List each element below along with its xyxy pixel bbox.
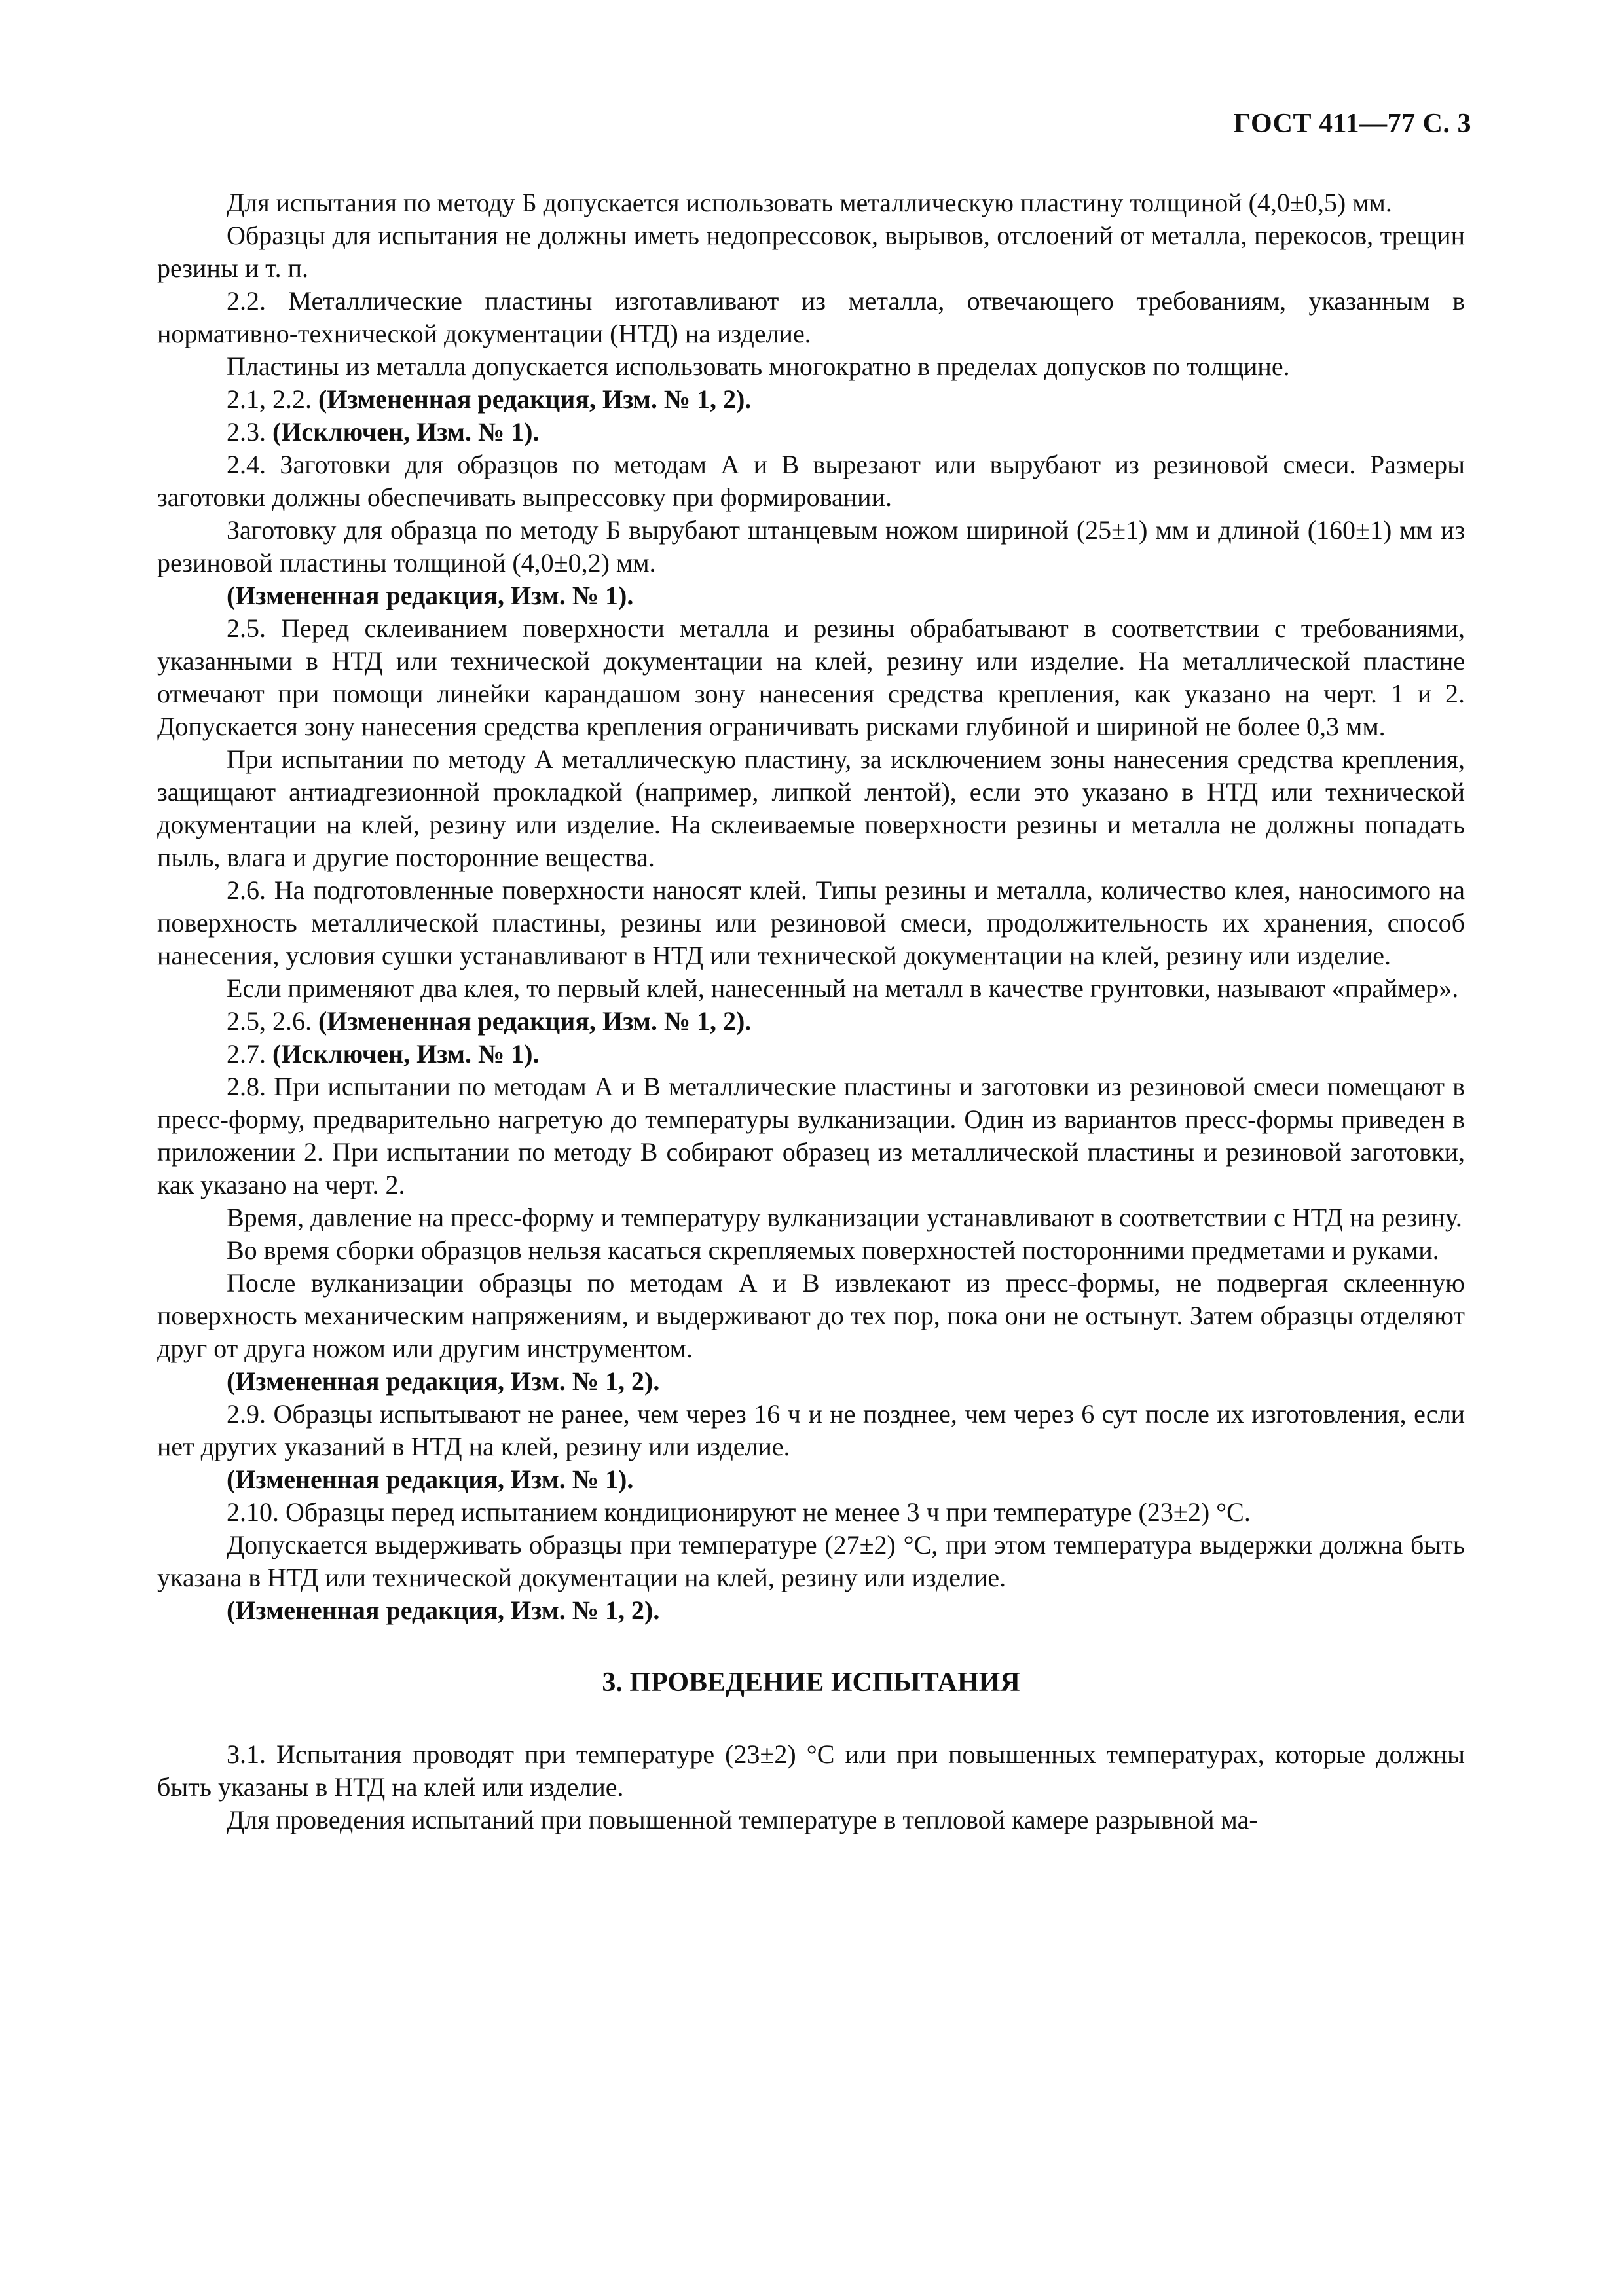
paragraph: После вулканизации образцы по методам А и В извлекают из пресс-формы, не подвергая склеенную поверхность механическим напряжениям, и выдерживают до тех пор, пока они не остынут. Затем образцы отделяют друг от друга ножом или другим инструментом.	[157, 1268, 1465, 1363]
clause-number: 2.5, 2.6.	[227, 1006, 318, 1036]
paragraph: Пластины из металла допускается использовать многократно в пределах допусков по толщине.	[227, 352, 1290, 381]
paragraph: При испытании по методу А металлическую пластину, за исключением зоны нанесения средства крепления, защищают антиадгезионной прокладкой (например, липкой лентой), если это указано в НТД или технической документации на клей, резину или изделие. На склеиваемые поверхности резины и металла не должны попадать пыль, влага и другие посторонние вещества.	[157, 744, 1465, 872]
amendment-note	[157, 1005, 1465, 1038]
paragraph: 2.10. Образцы перед испытанием кондиционируют не менее 3 ч при температуре (23±2) °С.	[227, 1497, 1251, 1527]
amendment-note: (Измененная редакция, Изм. № 1).	[227, 581, 634, 610]
amendment-text: (Измененная редакция, Изм. № 1, 2).	[318, 384, 752, 414]
paragraph: 2.8. При испытании по методам А и В металлические пластины и заготовки из резиновой смеси помещают в пресс-форму, предварительно нагретую до температуры вулканизации. Один из вариантов пресс-формы приведен в приложении 2. При испытании по методу В собирают образец из металлической пластины и резиновой заготовки, как указано на черт. 2.	[157, 1072, 1465, 1199]
clause-number: 2.1, 2.2.	[227, 384, 318, 414]
amendment-note	[157, 1038, 1465, 1070]
paragraph: Если применяют два клея, то первый клей, нанесенный на металл в качестве грунтовки, называют «праймер».	[227, 974, 1459, 1003]
paragraph: 2.9. Образцы испытывают не ранее, чем через 16 ч и не позднее, чем через 6 сут после их изготовления, если нет других указаний в НТД на клей, резину или изделие.	[157, 1399, 1465, 1461]
paragraph: Время, давление на пресс-форму и температуру вулканизации устанавливают в соответствии с НТД на резину.	[227, 1203, 1462, 1232]
amendment-note: (Измененная редакция, Изм. № 1, 2).	[227, 1595, 660, 1625]
paragraph: Во время сборки образцов нельзя касаться скрепляемых поверхностей посторонними предметами и руками.	[227, 1235, 1439, 1265]
paragraph: 2.5. Перед склеиванием поверхности металла и резины обрабатывают в соответствии с требованиями, указанными в НТД или технической документации на клей, резину или изделие. На металлической пластине отмечают при помощи линейки карандашом зону нанесения средства крепления, как указано на черт. 1 и 2. Допускается зону нанесения средства крепления ограничивать рисками глубиной и шириной не более 0,3 мм.	[157, 613, 1465, 741]
paragraph: Допускается выдерживать образцы при температуре (27±2) °С, при этом температура выдержки должна быть указана в НТД или технической документации на клей, резину или изделие.	[157, 1530, 1465, 1592]
amendment-note	[157, 416, 1465, 448]
amendment-text: (Исключен, Изм. № 1).	[272, 1039, 540, 1068]
paragraph: Образцы для испытания не должны иметь недопрессовок, вырывов, отслоений от металла, перекосов, трещин резины и т. п.	[157, 221, 1465, 283]
amendment-note: (Измененная редакция, Изм. № 1).	[227, 1465, 634, 1494]
amendment-text: (Исключен, Изм. № 1).	[272, 417, 540, 446]
page-header: ГОСТ 411—77 С. 3	[1233, 109, 1471, 139]
amendment-text: (Измененная редакция, Изм. № 1, 2).	[318, 1006, 752, 1036]
amendment-note	[157, 383, 1465, 416]
paragraph: 2.2. Металлические пластины изготавливают из металла, отвечающего требованиям, указанным в нормативно-технической документации (НТД) на изделие.	[157, 286, 1465, 348]
paragraph: Заготовку для образца по методу Б вырубают штанцевым ножом шириной (25±1) мм и длиной (160±1) мм из резиновой пластины толщиной (4,0±0,2) мм.	[157, 515, 1465, 577]
paragraph: 2.6. На подготовленные поверхности наносят клей. Типы резины и металла, количество клея, наносимого на поверхность металлической пластины, резины или резиновой смеси, продолжительность их хранения, способ нанесения, условия сушки устанавливают в НТД или технической документации на клей, резину или изделие.	[157, 875, 1465, 970]
paragraph: Для проведения испытаний при повышенной температуре в тепловой камере разрывной ма-	[227, 1805, 1258, 1834]
paragraph: Для испытания по методу Б допускается использовать металлическую пластину толщиной (4,0±0,5) мм.	[227, 188, 1392, 217]
section-heading: 3. ПРОВЕДЕНИЕ ИСПЫТАНИЯ	[602, 1667, 1020, 1698]
clause-number: 2.7.	[227, 1039, 272, 1068]
amendment-note: (Измененная редакция, Изм. № 1, 2).	[227, 1366, 660, 1396]
paragraph: 2.4. Заготовки для образцов по методам А и В вырезают или вырубают из резиновой смеси. Размеры заготовки должны обеспечивать выпрессовку при формировании.	[157, 450, 1465, 512]
document-body	[157, 187, 1465, 1836]
clause-number: 2.3.	[227, 417, 272, 446]
paragraph: 3.1. Испытания проводят при температуре (23±2) °С или при повышенных температурах, которые должны быть указаны в НТД на клей или изделие.	[157, 1740, 1465, 1802]
